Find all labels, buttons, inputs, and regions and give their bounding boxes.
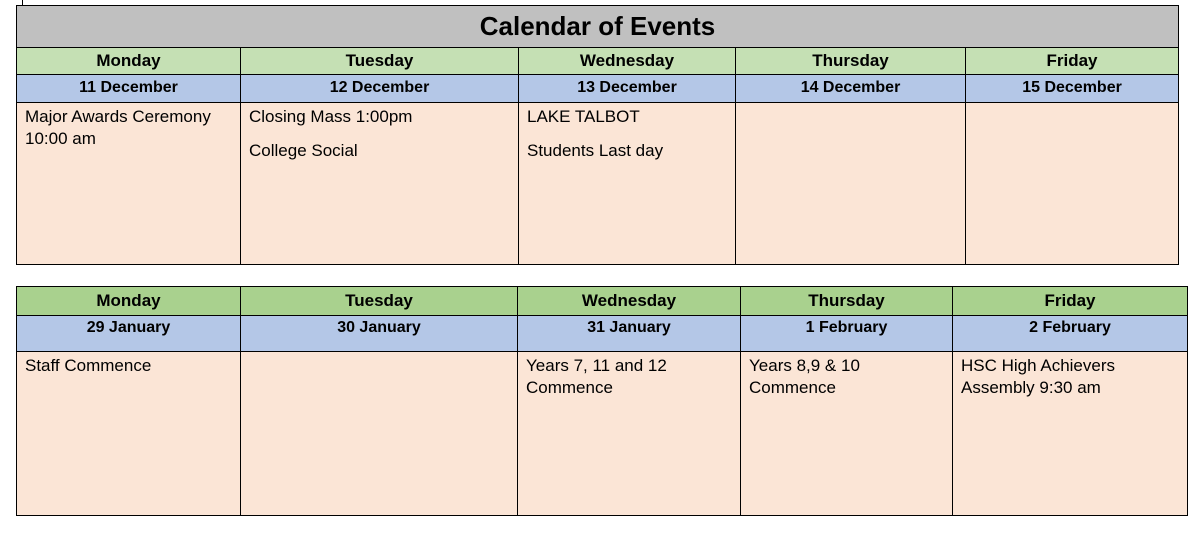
event-item: Staff Commence [25, 356, 152, 375]
events-cell-wednesday [518, 352, 741, 516]
day-header-tuesday: Tuesday [241, 287, 518, 316]
day-header-monday: Monday [17, 287, 241, 316]
date-cell-tuesday: 30 January [241, 316, 518, 352]
calendar-table-january [16, 286, 1188, 516]
events-cell-tuesday [241, 352, 518, 516]
event-item: College Social [249, 141, 358, 160]
date-cell-wednesday: 31 January [518, 316, 741, 352]
date-cell-wednesday: 13 December [519, 75, 736, 103]
events-cell-tuesday [241, 103, 519, 265]
day-header-friday: Friday [953, 287, 1188, 316]
calendar-title: Calendar of Events [17, 6, 1179, 48]
date-cell-tuesday: 12 December [241, 75, 519, 103]
events-cell-monday [17, 352, 241, 516]
event-item: Students Last day [527, 141, 664, 160]
date-cell-friday: 2 February [953, 316, 1188, 352]
day-header-wednesday: Wednesday [518, 287, 741, 316]
day-header-friday: Friday [966, 48, 1179, 75]
day-header-wednesday: Wednesday [519, 48, 736, 75]
date-cell-thursday: 1 February [741, 316, 953, 352]
event-item: LAKE TALBOT [527, 107, 640, 126]
date-cell-monday: 29 January [17, 316, 241, 352]
events-cell-thursday [741, 352, 953, 516]
event-item: Major Awards Ceremony 10:00 am [25, 107, 211, 148]
event-item: Closing Mass 1:00pm [249, 107, 413, 126]
day-header-tuesday: Tuesday [241, 48, 519, 75]
events-cell-wednesday [519, 103, 736, 265]
date-cell-friday: 15 December [966, 75, 1179, 103]
event-item: HSC High Achievers Assembly 9:30 am [961, 356, 1116, 397]
events-cell-monday [17, 103, 241, 265]
calendar-table-december [16, 5, 1179, 265]
date-cell-thursday: 14 December [736, 75, 966, 103]
events-cell-thursday [736, 103, 966, 265]
date-cell-monday: 11 December [17, 75, 241, 103]
day-header-thursday: Thursday [736, 48, 966, 75]
event-item: Years 7, 11 and 12 Commence [526, 356, 667, 397]
day-header-thursday: Thursday [741, 287, 953, 316]
events-cell-friday [966, 103, 1179, 265]
event-item: Years 8,9 & 10 Commence [749, 356, 860, 397]
day-header-monday: Monday [17, 48, 241, 75]
events-cell-friday [953, 352, 1188, 516]
